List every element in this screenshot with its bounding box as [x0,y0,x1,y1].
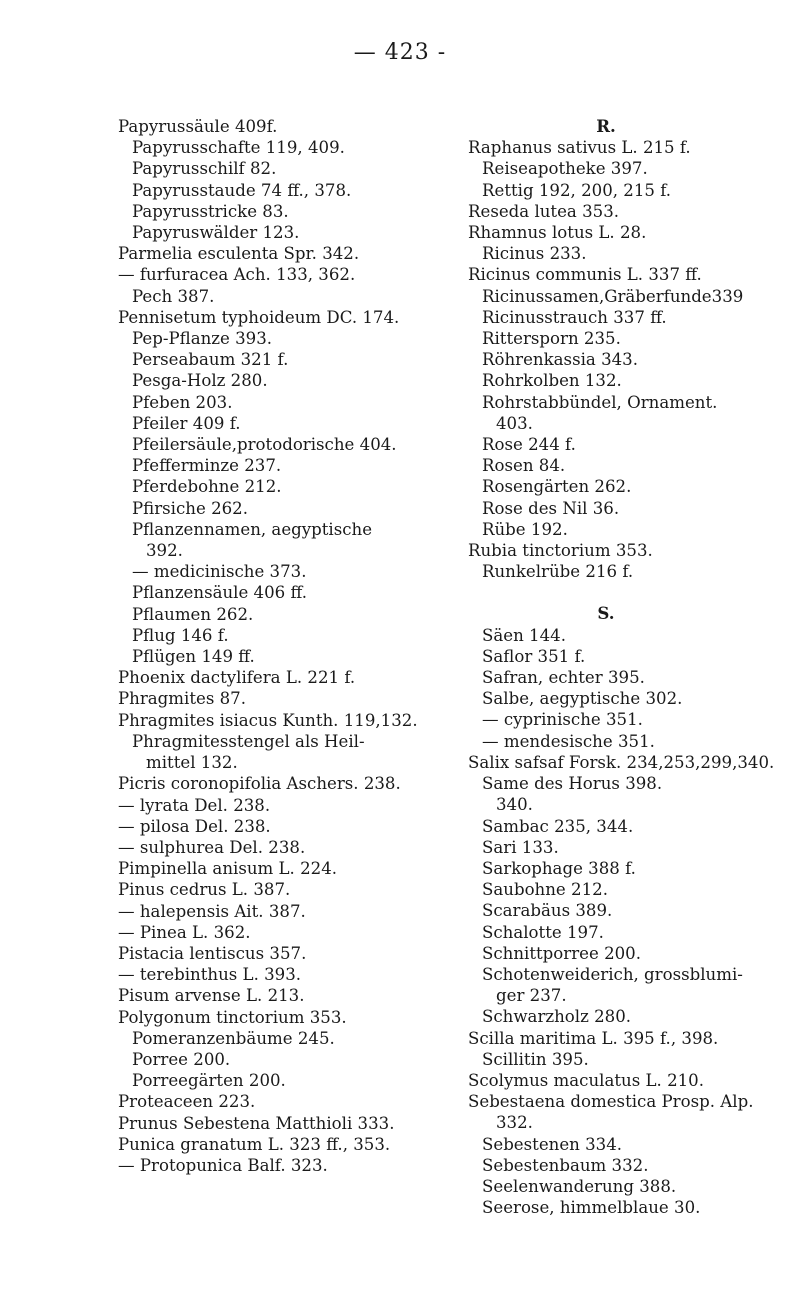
index-entry: Rettig 192, 200, 215 f. [482,180,672,200]
index-entry: Pisum arvense L. 213. [118,986,305,1006]
index-entry: Rohrstabbündel, Ornament. [482,392,718,412]
index-entry: Seerose, himmelblaue 30. [482,1198,701,1218]
index-entry: Scillitin 395. [482,1049,589,1069]
index-entry: ger 237. [496,986,567,1006]
index-entry: Proteaceen 223. [118,1092,256,1112]
index-entry: Scarabäus 389. [482,901,613,921]
index-entry: Polygonum tinctorium 353. [118,1007,347,1027]
section-letter: S. [597,603,615,624]
index-entry: Sari 133. [482,837,559,857]
index-entry: — Protopunica Balf. 323. [118,1155,328,1175]
index-entry: Rubia tinctorium 353. [468,541,653,561]
index-entry: Rose des Nil 36. [482,498,620,518]
index-column-right [468,116,800,1218]
index-entry: Rohrkolben 132. [482,371,622,391]
index-entry: Reiseapotheke 397. [482,159,648,179]
index-entry: Pflanzensäule 406 ff. [132,583,307,603]
index-entry: — Pinea L. 362. [118,922,251,942]
index-entry: Rittersporn 235. [482,329,621,349]
index-entry: Reseda lutea 353. [468,201,620,221]
index-entry: Schotenweiderich, grossblumi- [482,964,743,984]
index-entry: Ricinus 233. [482,244,587,264]
index-entry: — pilosa Del. 238. [118,816,271,836]
index-entry: 403. [496,413,533,433]
index-entry: Phoenix dactylifera L. 221 f. [118,668,356,688]
index-entry: Pfeilersäule,protodorische 404. [132,435,397,455]
index-entry: Pflug 146 f. [132,625,229,645]
index-entry: Phragmites isiacus Kunth. 119,132. [118,710,418,730]
index-entry: Seelenwanderung 388. [482,1176,677,1196]
index-entry: Picris coronopifolia Aschers. 238. [118,774,401,794]
index-entry: Pfeben 203. [132,392,233,412]
index-entry: Parmelia esculenta Spr. 342. [118,244,360,264]
index-entry: Scolymus maculatus L. 210. [468,1070,705,1090]
index-entry: Porree 200. [132,1049,231,1069]
index-entry: Pep-Pflanze 393. [132,329,273,349]
index-entry: Prunus Sebestena Matthioli 333. [118,1113,395,1133]
index-entry: — medicinische 373. [132,562,307,582]
index-entry: 392. [146,541,183,561]
index-entry: Sebestenen 334. [482,1134,623,1154]
index-entry: Säen 144. [482,625,566,645]
index-entry: Pesga-Holz 280. [132,371,268,391]
index-entry: Pennisetum typhoideum DC. 174. [118,307,400,327]
index-entry: Punica granatum L. 323 ff., 353. [118,1134,391,1154]
index-entry: 332. [496,1113,533,1133]
index-entry: Phragmitesstengel als Heil- [132,731,365,751]
index-entry: Papyrusstricke 83. [132,201,289,221]
index-entry: Saubohne 212. [482,880,608,900]
page-number: — 423 - [353,40,447,65]
index-entry: 340. [496,795,533,815]
index-entry: Saflor 351 f. [482,646,586,666]
index-entry: Scilla maritima L. 395 f., 398. [468,1028,719,1048]
index-entry: Sebestenbaum 332. [482,1155,649,1175]
index-entry: Porreegärten 200. [132,1071,286,1091]
index-entry: Salbe, aegyptische 302. [482,689,683,709]
index-entry: Ricinus communis L. 337 ff. [468,265,702,285]
index-entry: Rübe 192. [482,519,568,539]
index-entry: Papyrusstaude 74 ff., 378. [132,180,352,200]
index-entry: Schalotte 197. [482,922,604,942]
index-entry: Ricinussamen,Gräberfunde339 [482,286,744,306]
index-entry: Salix safsaf Forsk. 234,253,299,340. [468,752,775,772]
index-entry: Pflaumen 262. [132,604,254,624]
index-entry: Pfeiler 409 f. [132,413,241,433]
index-entry: Rosen 84. [482,456,566,476]
index-entry: Perseabaum 321 f. [132,350,289,370]
index-entry: — terebinthus L. 393. [118,965,302,985]
index-entry: Ricinusstrauch 337 ff. [482,307,667,327]
index-entry: mittel 132. [146,753,238,773]
index-entry: Runkelrübe 216 f. [482,562,634,582]
index-entry: Pinus cedrus L. 387. [118,880,291,900]
index-entry: — halepensis Ait. 387. [118,901,306,921]
index-entry: Pflanzennamen, aegyptische [132,519,373,539]
index-entry: Pflügen 149 ff. [132,647,255,667]
index-entry: Pech 387. [132,286,215,306]
index-entry: Pfirsiche 262. [132,498,249,518]
index-entry: Pomeranzenbäume 245. [132,1028,335,1048]
index-entry: Rhamnus lotus L. 28. [468,223,647,243]
index-entry: Safran, echter 395. [482,668,645,688]
index-entry: Schwarzholz 280. [482,1007,632,1027]
index-entry: Rosengärten 262. [482,477,632,497]
index-entry: Papyrusschilf 82. [132,159,277,179]
index-entry: Papyrussäule 409f. [118,117,278,136]
index-entry: — mendesische 351. [482,731,655,751]
index-entry: Rose 244 f. [482,435,576,455]
index-entry: Pferdebohne 212. [132,477,282,497]
index-entry: — furfuracea Ach. 133, 362. [118,265,356,285]
index-entry: Pistacia lentiscus 357. [118,943,307,963]
index-entry: — cyprinische 351. [482,710,643,730]
index-entry: Sambac 235, 344. [482,816,634,836]
index-entry: Schnittporree 200. [482,943,642,963]
index-entry: Raphanus sativus L. 215 f. [468,138,691,158]
index-entry: — sulphurea Del. 238. [118,837,306,857]
index-entry: Papyruswälder 123. [132,223,300,243]
index-entry: — lyrata Del. 238. [118,795,271,815]
index-entry: Papyrusschafte 119, 409. [132,138,345,158]
index-entry: Same des Horus 398. [482,774,663,794]
section-letter: R. [596,116,616,136]
index-entry: Pfefferminze 237. [132,456,282,476]
index-column-left [118,116,458,1176]
index-entry: Sebestaena domestica Prosp. Alp. [468,1092,754,1112]
index-entry: Phragmites 87. [118,689,247,709]
index-entry: Pimpinella anisum L. 224. [118,859,338,879]
index-entry: Sarkophage 388 f. [482,858,636,878]
index-entry: Röhrenkassia 343. [482,350,639,370]
